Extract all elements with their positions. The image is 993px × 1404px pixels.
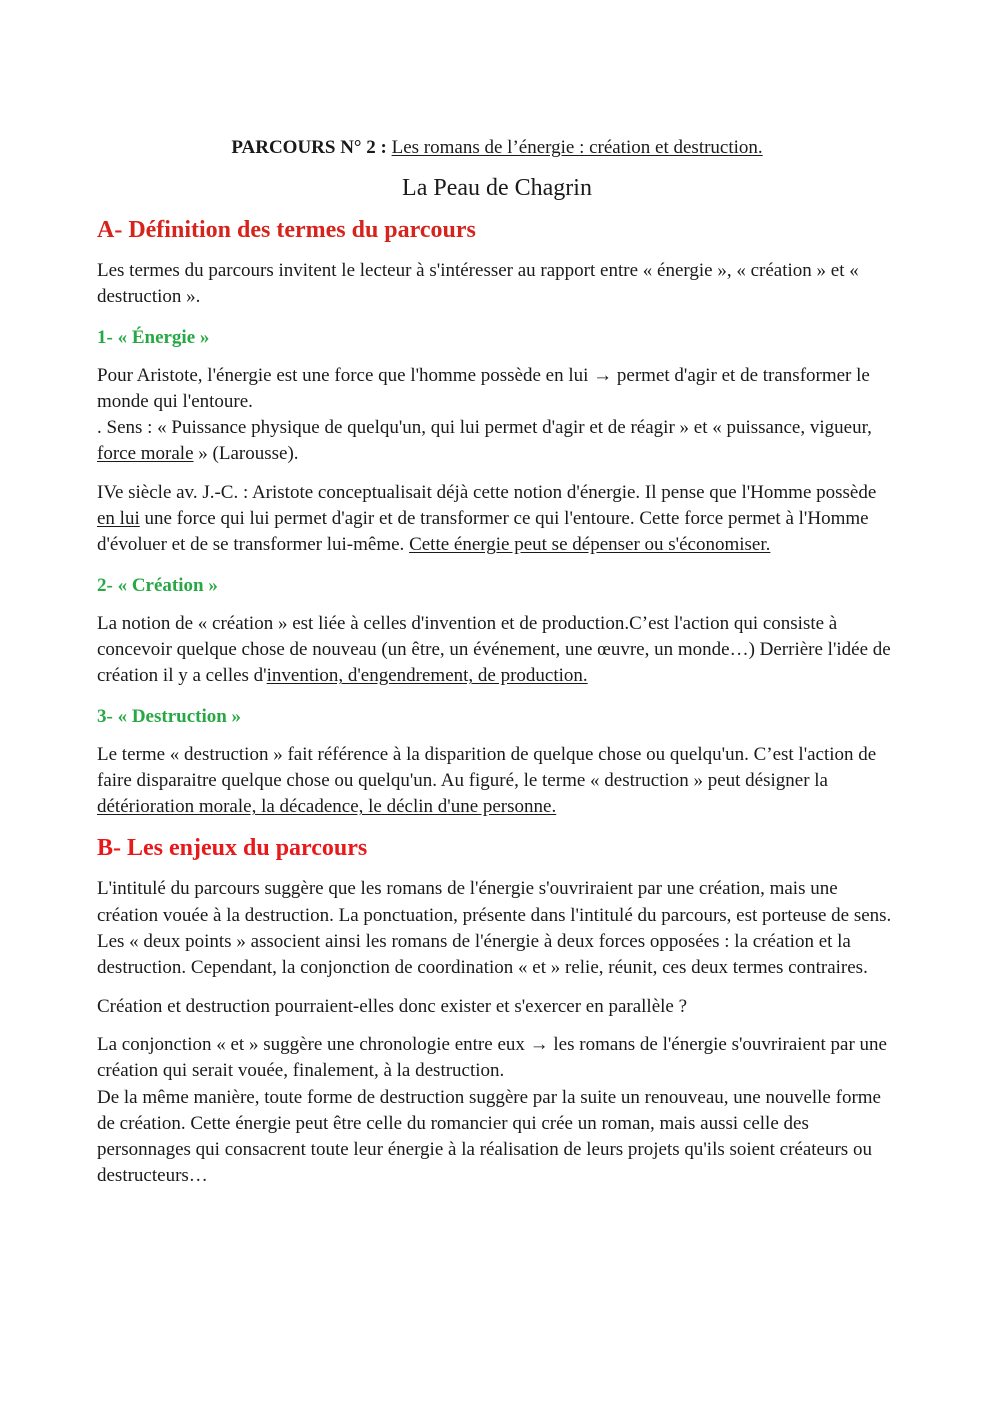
creation-text: La notion de « création » est liée à celles d'invention et de production.C’est l'action qui consiste à concevoir quelque chose de nouveau (un être, un événement, une œuvre, un monde…) Derrière l'idée de création il y a celles d' bbox=[97, 612, 891, 687]
energie-p2-start: IVe siècle av. J.-C. : Aristote conceptualisait déjà cette notion d'énergie. Il pense que l'Homme possède bbox=[97, 481, 877, 503]
energie-sens-text: . Sens : « Puissance physique de quelqu'un, qui lui permet d'agir et de réagir » et « puissance, vigueur, bbox=[97, 417, 872, 439]
section-b-renouveau: De la même manière, toute forme de destruction suggère par la suite un renouveau, une nouvelle forme de création. Cette énergie peut être celle du romancier qui crée un roman, mais aussi celle des personnages qui consacrent toute leur énergie à la réalisation de leurs projets qu'ils soient créateurs ou destructeurs… bbox=[97, 1086, 881, 1187]
energie-p2-middle: une force qui lui permet d'agir et de transformer ce qui l'entoure. Cette force permet à l'Homme d'évoluer et de se transformer lui-même. bbox=[97, 508, 869, 556]
destruction-underlined: détérioration morale, la décadence, le déclin d'une personne. bbox=[97, 796, 557, 818]
energie-heading: 1- « Énergie » bbox=[97, 326, 210, 348]
energie-sens-line bbox=[97, 415, 897, 468]
document-content bbox=[97, 128, 897, 1202]
energie-paragraph-1 bbox=[97, 363, 897, 468]
parcours-title-line bbox=[97, 128, 897, 168]
energie-force-morale: force morale bbox=[97, 443, 194, 465]
energie-aristote-line: Pour Aristote, l'énergie est une force que l'homme possède en lui → permet d'agir et de transformer le monde qui l'entoure. bbox=[97, 364, 870, 412]
creation-heading: 2- « Création » bbox=[97, 574, 218, 596]
destruction-text: Le terme « destruction » fait référence à la disparition de quelque chose ou quelqu'un. C’est l'action de faire disparaitre quelque chose ou quelqu'un. Au figuré, le terme « destruction » peut désigner la bbox=[97, 743, 877, 791]
energie-en-lui: en lui bbox=[97, 508, 140, 530]
section-b-paragraph-1: L'intitulé du parcours suggère que les romans de l'énergie s'ouvriraient par une création, mais une création vouée à la destruction. La ponctuation, présente dans l'intitulé du parcours, est porteuse de sens. Les « deux points » associent ainsi les romans de l'énergie à deux forces opposées : la création et la destruction. Cependant, la conjonction de coordination « et » relie, réunit, ces deux termes contraires. bbox=[97, 878, 892, 979]
section-b-paragraph-2: Création et destruction pourraient-elles donc exister et s'exercer en parallèle ? bbox=[97, 995, 688, 1017]
energie-depenser: Cette énergie peut se dépenser ou s'économiser. bbox=[409, 534, 771, 556]
section-a-intro: Les termes du parcours invitent le lecteur à s'intéresser au rapport entre « énergie », « création » et « destruction ». bbox=[97, 260, 859, 308]
section-b-chronologie: La conjonction « et » suggère une chronologie entre eux → les romans de l'énergie s'ouvriraient par une création qui serait vouée, finalement, à la destruction. bbox=[97, 1033, 887, 1082]
parcours-title: Les romans de l’énergie : création et destruction. bbox=[391, 137, 763, 158]
creation-underlined: invention, d'engendrement, de production. bbox=[266, 665, 588, 687]
creation-paragraph bbox=[97, 611, 897, 690]
parcours-label: PARCOURS N° 2 : bbox=[231, 137, 387, 158]
section-a-heading: A- Définition des termes du parcours bbox=[97, 217, 476, 243]
section-b-paragraph-3 bbox=[97, 1032, 897, 1190]
energie-paragraph-2 bbox=[97, 480, 897, 559]
section-b-heading: B- Les enjeux du parcours bbox=[97, 835, 368, 862]
work-title: La Peau de Chagrin bbox=[402, 175, 592, 201]
destruction-heading: 3- « Destruction » bbox=[97, 705, 242, 727]
destruction-paragraph bbox=[97, 742, 897, 821]
energie-sens-source: » (Larousse). bbox=[193, 443, 299, 465]
